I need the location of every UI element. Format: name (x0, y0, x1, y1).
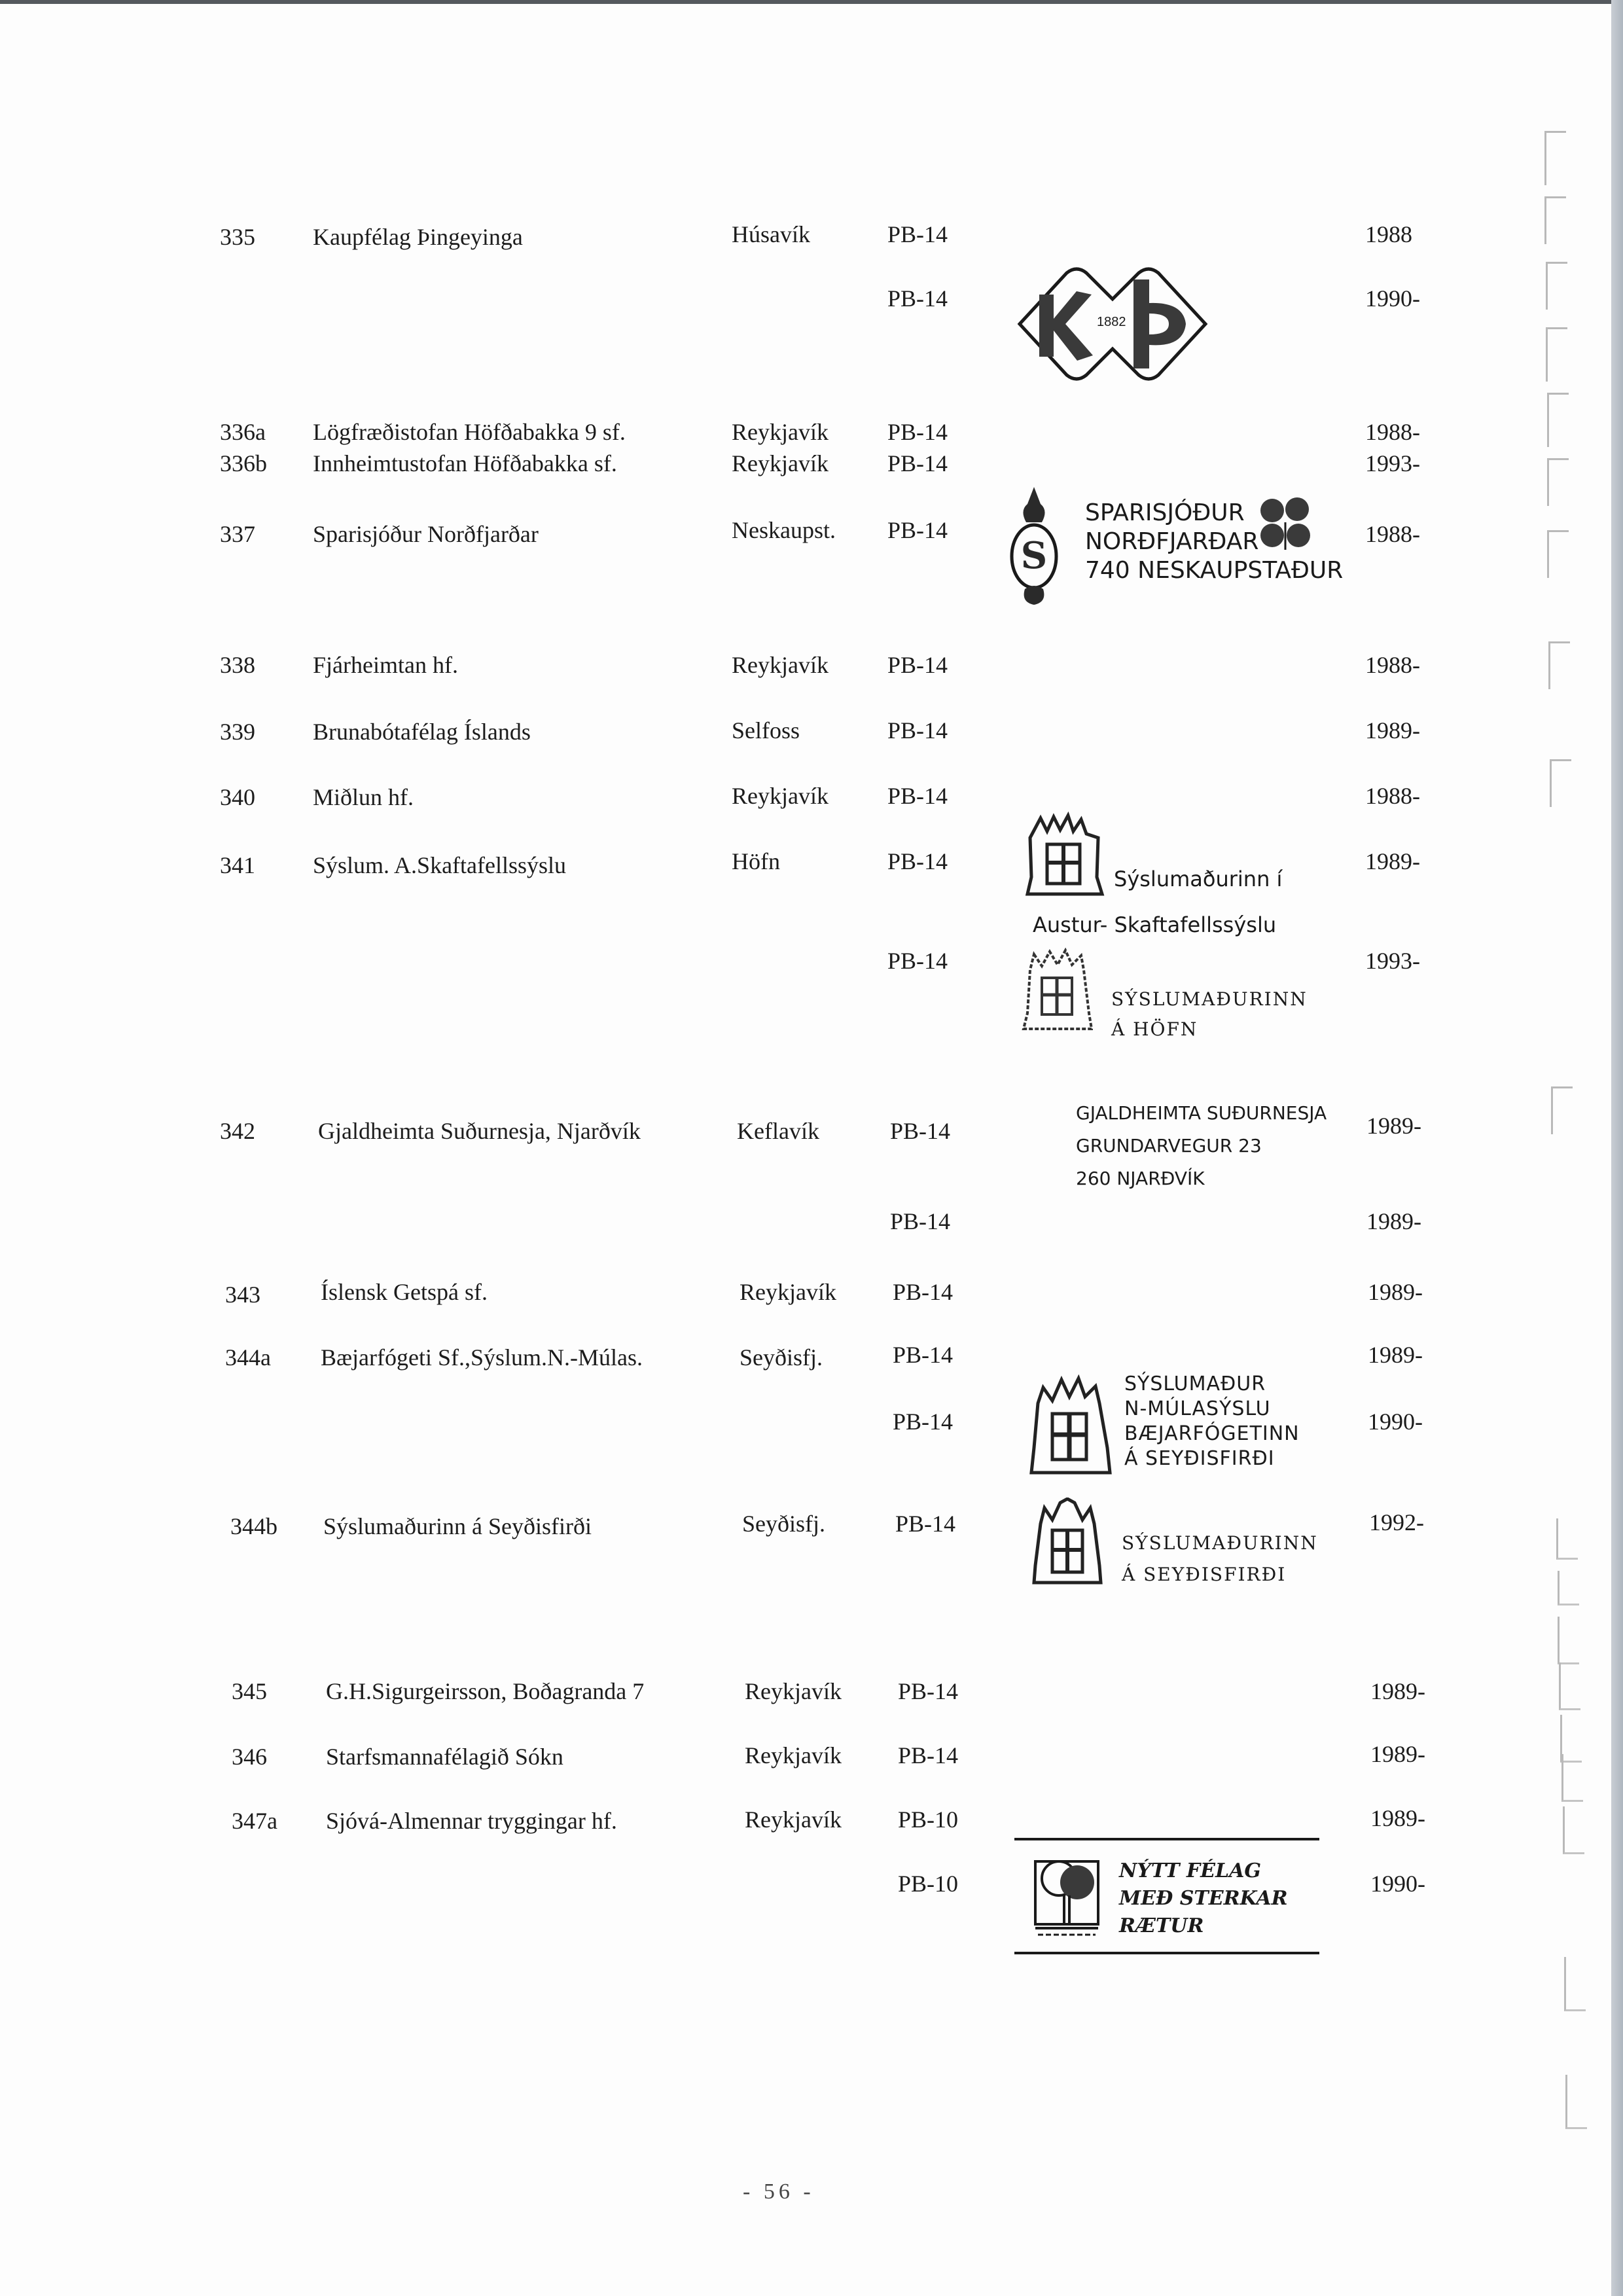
row-code: PB-14 (887, 450, 948, 476)
tab-mark (1547, 393, 1569, 447)
stamp-line: Austur- Skaftafellssýslu (1033, 912, 1277, 937)
page-number: - 56 - (743, 2179, 815, 2204)
row-code: PB-14 (898, 1742, 959, 1768)
tab-mark (1556, 1518, 1578, 1560)
gjaldheimta-address-stamp (1076, 1097, 1327, 1195)
row-number: 346 (232, 1744, 267, 1770)
row-town: Húsavík (732, 221, 810, 247)
row-number: 343 (225, 1282, 260, 1308)
row-year: 1989- (1370, 1678, 1425, 1704)
row-code: PB-14 (887, 285, 948, 312)
stamp-line: NÝTT FÉLAG (1119, 1859, 1262, 1882)
row-town: Seyðisfj. (742, 1511, 826, 1537)
row-number: 341 (220, 852, 255, 878)
syslum-hofn-stamp (1021, 948, 1309, 1039)
stamp-line: MEÐ STERKAR (1119, 1887, 1288, 1910)
row-code: PB-14 (895, 1511, 956, 1537)
row-code: PB-14 (887, 419, 948, 445)
row-number: 339 (220, 719, 255, 745)
row-year: 1988- (1365, 521, 1420, 547)
syslum-mulasysla-stamp (1027, 1368, 1329, 1479)
row-town: Neskaupst. (732, 517, 836, 543)
row-name: Sjóvá-Almennar tryggingar hf. (326, 1808, 617, 1834)
tab-mark (1546, 262, 1567, 310)
row-number: 336b (220, 450, 267, 476)
row-name: Innheimtustofan Höfðabakka sf. (313, 450, 617, 476)
row-code: PB-14 (893, 1408, 954, 1435)
row-code: PB-14 (887, 517, 948, 543)
row-year: 1989- (1370, 1741, 1425, 1767)
row-number: 336a (220, 419, 266, 445)
tree-logo-icon (1033, 1852, 1101, 1939)
row-name: Fjárheimtan hf. (313, 652, 458, 678)
tab-mark (1558, 1571, 1579, 1605)
row-number: 347a (232, 1808, 277, 1834)
row-code: PB-14 (890, 1208, 951, 1234)
tab-mark (1544, 131, 1566, 185)
row-town: Reykjavík (745, 1806, 842, 1833)
sparisjodur-emblem-icon (1008, 484, 1060, 622)
row-name: Sparisjóður Norðfjarðar (313, 521, 539, 547)
row-code: PB-14 (893, 1342, 954, 1368)
row-code: PB-14 (887, 221, 948, 247)
stamp-line: RÆTUR (1119, 1914, 1204, 1937)
row-code: PB-10 (898, 1806, 959, 1833)
kp-logo-year: 1882 (1097, 315, 1126, 329)
row-name: Starfsmannafélagið Sókn (326, 1744, 563, 1770)
tab-mark (1547, 530, 1569, 578)
row-name: Gjaldheimta Suðurnesja, Njarðvík (318, 1118, 641, 1144)
stamp-line: BÆJARFÓGETINN (1124, 1422, 1300, 1445)
tab-mark (1548, 641, 1570, 689)
tab-mark (1547, 458, 1569, 506)
tab-mark (1558, 1617, 1579, 1664)
row-year: 1990- (1368, 1408, 1423, 1435)
stamp-rule-top (1014, 1838, 1319, 1840)
row-code: PB-14 (887, 717, 948, 744)
sjova-almennar-stamp (1014, 1838, 1322, 1956)
row-name: Kaupfélag Þingeyinga (313, 224, 523, 250)
row-name: Lögfræðistofan Höfðabakka 9 sf. (313, 419, 626, 445)
row-code: PB-14 (887, 652, 948, 678)
stamp-line: SÝSLUMAÐURINN (1111, 988, 1308, 1010)
tab-mark (1551, 1086, 1573, 1134)
row-number: 340 (220, 784, 255, 810)
tab-mark (1564, 1957, 1586, 2011)
svg-text:S: S (1020, 534, 1048, 577)
row-number: 342 (220, 1118, 255, 1144)
stamp-line: Á HÖFN (1111, 1018, 1198, 1040)
row-year: 1989- (1366, 1208, 1421, 1234)
scan-top-edge (0, 0, 1623, 4)
row-code: PB-14 (887, 783, 948, 809)
tab-mark (1565, 2075, 1587, 2129)
row-town: Höfn (732, 848, 780, 874)
row-year: 1989- (1365, 848, 1420, 874)
stamp-rule-bottom (1014, 1952, 1319, 1954)
tab-mark (1563, 1806, 1584, 1854)
coat-of-arms-icon (1021, 948, 1093, 1033)
row-year: 1993- (1365, 948, 1420, 974)
row-code: PB-10 (898, 1871, 959, 1897)
row-year: 1989- (1368, 1279, 1423, 1305)
row-name: Íslensk Getspá sf. (321, 1279, 488, 1305)
syslum-austur-skaftafell-stamp (1021, 812, 1329, 942)
row-name: G.H.Sigurgeirsson, Boðagranda 7 (326, 1678, 645, 1704)
stamp-line: Sýslumaðurinn í (1114, 867, 1283, 891)
row-year: 1992- (1369, 1509, 1424, 1535)
scan-right-edge (1611, 0, 1623, 2296)
tab-mark (1546, 327, 1567, 382)
row-number: 335 (220, 224, 255, 250)
row-year: 1989- (1365, 717, 1420, 744)
stamp-line: SPARISJÓÐUR (1085, 499, 1245, 526)
row-name: Brunabótafélag Íslands (313, 719, 531, 745)
row-town: Reykjavík (732, 652, 829, 678)
row-year: 1990- (1370, 1871, 1425, 1897)
syslum-seydisfjordur-stamp (1031, 1498, 1332, 1589)
row-name: Sýslumaðurinn á Seyðisfirði (323, 1513, 592, 1539)
row-code: PB-14 (893, 1279, 954, 1305)
row-town: Keflavík (737, 1118, 819, 1144)
row-code: PB-14 (887, 848, 948, 874)
row-number: 345 (232, 1678, 267, 1704)
stamp-line: GJALDHEIMTA SUÐURNESJA (1076, 1102, 1327, 1124)
row-year: 1989- (1366, 1113, 1421, 1139)
tab-mark (1561, 1754, 1583, 1802)
tab-mark (1544, 196, 1566, 244)
stamp-line: 260 NJARÐVÍK (1076, 1168, 1205, 1189)
stamp-line: SÝSLUMAÐUR (1124, 1372, 1266, 1395)
stamp-line: GRUNDARVEGUR 23 (1076, 1135, 1262, 1157)
row-town: Reykjavík (732, 450, 829, 476)
row-number: 344a (225, 1344, 271, 1371)
row-town: Reykjavík (732, 419, 829, 445)
row-code: PB-14 (890, 1118, 951, 1144)
row-town: Seyðisfj. (740, 1344, 823, 1371)
row-code: PB-14 (898, 1678, 959, 1704)
row-town: Reykjavík (745, 1742, 842, 1768)
row-year: 1989- (1370, 1805, 1425, 1831)
four-leaf-clover-icon (1255, 496, 1315, 551)
sparisjodur-stamp (1008, 484, 1348, 622)
row-year: 1988- (1365, 419, 1420, 445)
coat-of-arms-icon (1031, 1498, 1103, 1587)
stamp-line: SÝSLUMAÐURINN (1122, 1532, 1318, 1554)
row-town: Selfoss (732, 717, 800, 744)
row-town: Reykjavík (745, 1678, 842, 1704)
stamp-line: N-MÚLASÝSLU (1124, 1397, 1271, 1420)
stamp-line: NORÐFJARÐAR (1085, 528, 1259, 555)
row-town: Reykjavík (732, 783, 829, 809)
row-code: PB-14 (887, 948, 948, 974)
row-year: 1988- (1365, 783, 1420, 809)
row-name: Bæjarfógeti Sf.,Sýslum.N.-Múlas. (321, 1344, 643, 1371)
row-year: 1990- (1365, 285, 1420, 312)
tab-mark (1559, 1662, 1580, 1710)
row-year: 1993- (1365, 450, 1420, 476)
tab-mark (1550, 759, 1571, 807)
row-town: Reykjavík (740, 1279, 836, 1305)
coat-of-arms-icon (1021, 812, 1106, 903)
stamp-line: Á SEYÐISFIRÐI (1124, 1447, 1275, 1470)
row-name: Sýslum. A.Skaftafellssýslu (313, 852, 567, 878)
row-number: 337 (220, 521, 255, 547)
row-year: 1988- (1365, 652, 1420, 678)
stamp-line: 740 NESKAUPSTAÐUR (1085, 557, 1344, 584)
row-number: 344b (230, 1513, 277, 1539)
row-year: 1989- (1368, 1342, 1423, 1368)
kp-logo-stamp (1014, 259, 1211, 392)
row-name: Miðlun hf. (313, 784, 414, 810)
stamp-line: Á SEYÐISFIRÐI (1122, 1564, 1287, 1585)
row-year: 1988 (1365, 221, 1412, 247)
row-number: 338 (220, 652, 255, 678)
coat-of-arms-icon (1027, 1374, 1113, 1479)
